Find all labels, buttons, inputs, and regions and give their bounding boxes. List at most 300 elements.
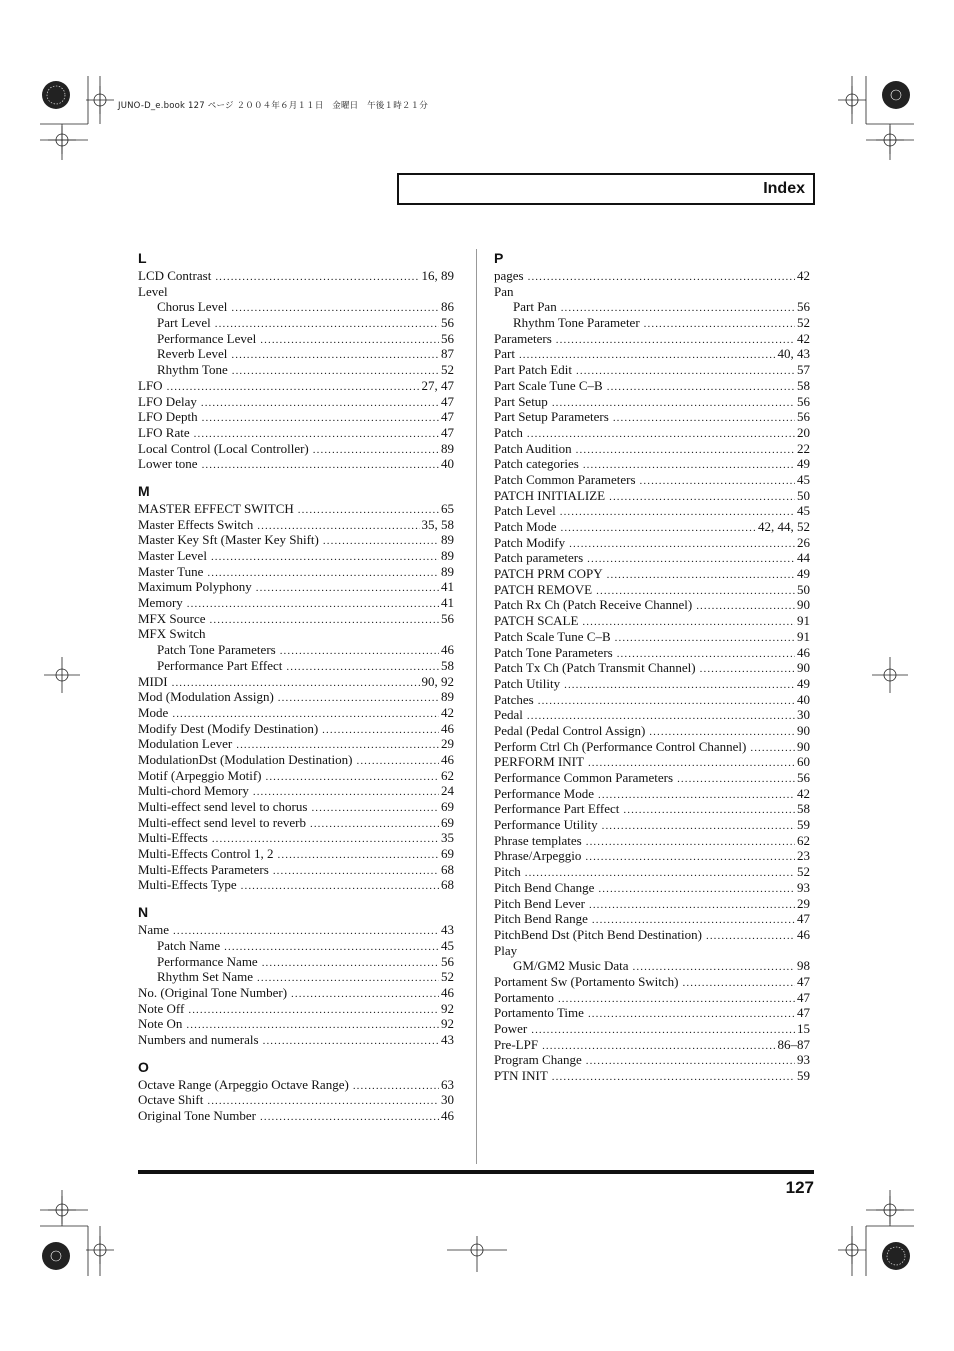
entry-term: PitchBend Dst (Pitch Bend Destination): [494, 926, 702, 942]
entry-term: Performance Name: [157, 953, 258, 969]
entry-pages: 42: [441, 704, 454, 720]
leader-dots: [298, 503, 439, 519]
index-entry: [494, 331, 810, 347]
entry-pages: 56: [441, 610, 454, 626]
entry-term: Master Key Sft (Master Key Shift): [138, 532, 319, 548]
entry-term: Patch Name: [157, 937, 221, 953]
entry-term: Portamento Time: [494, 1005, 584, 1021]
entry-term: ModulationDst (Modulation Destination): [138, 751, 353, 767]
entry-pages: 41: [441, 579, 454, 595]
entry-pages: 47: [797, 1005, 810, 1021]
entry-term: Performance Part Effect: [494, 801, 620, 817]
index-entry: [138, 736, 454, 752]
entry-pages: 98: [797, 958, 810, 974]
entry-term: Performance Common Parameters: [494, 770, 674, 785]
entry-term: Patch Tone Parameters: [157, 642, 276, 658]
entry-term: LFO: [138, 377, 163, 393]
index-entry: [138, 1108, 454, 1124]
leader-dots: [589, 898, 795, 914]
index-entry: [138, 517, 454, 533]
index-entry: [494, 409, 810, 425]
index-entry: [138, 1077, 454, 1093]
leader-dots: [231, 301, 439, 317]
entry-term: Patch Common Parameters: [494, 471, 636, 487]
index-entry: [494, 739, 810, 755]
leader-dots: [569, 537, 795, 553]
entry-term: Local Control (Local Controller): [138, 440, 309, 456]
entry-term: Level: [138, 283, 168, 299]
index-entry: [138, 1092, 454, 1108]
entry-pages: 46: [441, 720, 454, 736]
leader-dots: [602, 819, 795, 835]
entry-pages: 40: [797, 691, 810, 707]
leader-dots: [260, 333, 439, 349]
index-entry: [494, 613, 810, 629]
entry-term: Pedal (Pedal Control Assign): [494, 722, 646, 738]
footer-rule: [138, 1170, 814, 1174]
leader-dots: [609, 490, 795, 506]
entry-term: Motif (Arpeggio Motif): [138, 767, 262, 783]
index-entry: [494, 362, 810, 378]
entry-pages: 46: [441, 642, 454, 658]
entry-pages: 90: [797, 722, 810, 738]
leader-dots: [323, 534, 439, 550]
entry-pages: 86: [441, 299, 454, 315]
index-entry: [138, 862, 454, 878]
entry-term: Performance Mode: [494, 785, 594, 801]
entry-pages: 92: [441, 1000, 454, 1016]
entry-pages: 62: [797, 832, 810, 848]
entry-term: pages: [494, 268, 524, 283]
entry-pages: 89: [441, 689, 454, 705]
leader-dots: [598, 788, 795, 804]
entry-pages: 91: [797, 613, 810, 629]
leader-dots: [615, 631, 795, 647]
index-section-m: [138, 482, 454, 893]
entry-term: Performance Utility: [494, 817, 598, 833]
leader-dots: [706, 929, 795, 945]
entry-pages: 47: [797, 911, 810, 927]
entry-term: Modify Dest (Modify Destination): [138, 720, 319, 736]
entry-pages: 47: [797, 989, 810, 1005]
index-subentry: [138, 299, 454, 315]
entry-pages: 42: [797, 330, 810, 346]
entry-pages: 30: [441, 1092, 454, 1108]
entry-pages: 62: [441, 767, 454, 783]
index-entry: [138, 564, 454, 580]
index-subentry: [138, 362, 454, 378]
entry-term: Chorus Level: [157, 299, 228, 315]
leader-dots: [640, 474, 795, 490]
leader-dots: [313, 443, 439, 459]
index-entry: [138, 409, 454, 425]
index-subentry: [494, 299, 810, 315]
leader-dots: [167, 380, 420, 396]
entry-pages: 56: [441, 315, 454, 331]
entry-term: Patch categories: [494, 456, 579, 472]
entry-term: Patch Level: [494, 503, 556, 519]
entry-term: LFO Rate: [138, 424, 190, 440]
entry-term: Patches: [494, 691, 534, 707]
entry-term: Parameters: [494, 330, 552, 346]
entry-pages: 50: [797, 487, 810, 503]
index-subentry: [494, 315, 810, 331]
entry-term: Program Change: [494, 1052, 582, 1068]
index-subentry: [138, 331, 454, 347]
entry-pages: 68: [441, 861, 454, 877]
index-entry: [494, 660, 810, 676]
entry-pages: 22: [797, 440, 810, 456]
entry-pages: 57: [797, 362, 810, 378]
leader-dots: [263, 1034, 439, 1050]
entry-term: Performance Level: [157, 330, 257, 346]
entry-term: Note Off: [138, 1000, 185, 1016]
entry-term: Rhythm Tone Parameter: [513, 315, 640, 331]
index-entry: [138, 441, 454, 457]
entry-term: Name: [138, 922, 170, 938]
entry-pages: 69: [441, 846, 454, 862]
index-entry: [494, 754, 810, 770]
entry-term: Power: [494, 1021, 528, 1036]
entry-term: MASTER EFFECT SWITCH: [138, 500, 294, 516]
index-subentry: [138, 938, 454, 954]
index-entry: [494, 456, 810, 472]
index-entry: [138, 752, 454, 768]
index-entry: [138, 268, 454, 284]
entry-pages: 45: [441, 937, 454, 953]
entry-pages: 90: [797, 738, 810, 754]
entry-pages: 43: [441, 1031, 454, 1047]
entry-pages: 47: [441, 409, 454, 425]
leader-dots: [353, 1079, 439, 1095]
leader-dots: [528, 270, 795, 286]
entry-term: Master Effects Switch: [138, 516, 254, 532]
index-entry: [138, 579, 454, 595]
entry-term: Patch Rx Ch (Patch Receive Channel): [494, 597, 693, 613]
index-entry: [494, 943, 810, 959]
index-entry: [138, 922, 454, 938]
entry-pages: 40: [441, 456, 454, 472]
entry-term: PERFORM INIT: [494, 754, 584, 770]
index-entry: [494, 472, 810, 488]
column-divider: [476, 249, 477, 1164]
leader-dots: [587, 552, 795, 568]
index-entry: [494, 848, 810, 864]
leader-dots: [232, 364, 439, 380]
entry-pages: 47: [797, 973, 810, 989]
entry-pages: 90: [797, 660, 810, 676]
entry-term: Reverb Level: [157, 346, 228, 362]
index-entry: [138, 425, 454, 441]
entry-term: PTN INIT: [494, 1068, 548, 1084]
entry-pages: 56: [797, 393, 810, 409]
leader-dots: [231, 348, 439, 364]
entry-pages: 42: [797, 785, 810, 801]
leader-dots: [256, 581, 439, 597]
entry-term: Patch Utility: [494, 675, 561, 691]
entry-term: Part Scale Tune C–B: [494, 377, 603, 393]
index-entry: [494, 519, 810, 535]
entry-term: Part Setup Parameters: [494, 409, 609, 425]
entry-term: PATCH REMOVE: [494, 581, 593, 597]
entry-pages: 30: [797, 707, 810, 723]
index-entry: [494, 911, 810, 927]
entry-term: Patch Mode: [494, 519, 557, 534]
index-entry: [494, 801, 810, 817]
leader-dots: [556, 333, 795, 349]
index-entry: [138, 501, 454, 517]
entry-pages: 46: [797, 644, 810, 660]
index-entry: [138, 378, 454, 394]
index-entry: [138, 1001, 454, 1017]
entry-pages: 27, 47: [421, 377, 454, 393]
leader-dots: [538, 694, 795, 710]
leader-dots: [586, 1054, 795, 1070]
entry-pages: 58: [797, 801, 810, 817]
entry-term: Patch Modify: [494, 534, 566, 550]
leader-dots: [677, 772, 795, 788]
entry-pages: 47: [441, 424, 454, 440]
entry-term: Octave Shift: [138, 1092, 204, 1108]
entry-pages: 91: [797, 628, 810, 644]
leader-dots: [696, 599, 795, 615]
entry-term: Performance Part Effect: [157, 657, 283, 673]
index-entry: [138, 595, 454, 611]
index-entry: [138, 799, 454, 815]
entry-pages: 93: [797, 879, 810, 895]
entry-term: Part Patch Edit: [494, 362, 572, 378]
entry-pages: 44: [797, 550, 810, 566]
index-entry: [494, 927, 810, 943]
entry-term: Multi-Effects: [138, 830, 208, 846]
entry-term: PATCH SCALE: [494, 613, 579, 629]
index-entry: [494, 1068, 810, 1084]
leader-dots: [202, 458, 439, 474]
index-entry: [494, 707, 810, 723]
index-entry: [494, 550, 810, 566]
index-entry: [138, 846, 454, 862]
leader-dots: [750, 741, 795, 757]
entry-term: Master Tune: [138, 563, 204, 579]
entry-term: Patch parameters: [494, 550, 584, 566]
index-entry: [494, 645, 810, 661]
entry-pages: 49: [797, 566, 810, 582]
entry-pages: 56: [797, 770, 810, 785]
index-entry: [494, 833, 810, 849]
leader-dots: [280, 644, 439, 660]
leader-dots: [531, 1023, 795, 1039]
entry-term: Pedal: [494, 707, 523, 723]
entry-term: Pitch Bend Lever: [494, 895, 585, 911]
index-entry: [494, 378, 810, 394]
leader-dots: [607, 380, 795, 396]
leader-dots: [598, 882, 795, 898]
entry-pages: 45: [797, 503, 810, 519]
entry-pages: 59: [797, 1068, 810, 1084]
entry-pages: 35, 58: [421, 516, 454, 532]
index-subentry: [138, 346, 454, 362]
entry-pages: 89: [441, 548, 454, 563]
entry-pages: 58: [797, 377, 810, 393]
leader-dots: [613, 411, 795, 427]
entry-term: Note On: [138, 1016, 183, 1032]
entry-pages: 63: [441, 1076, 454, 1092]
index-entry: [138, 284, 454, 300]
leader-dots: [356, 754, 439, 770]
entry-term: No. (Original Tone Number): [138, 984, 288, 1000]
entry-pages: 40, 43: [777, 346, 810, 362]
index-entry: [494, 990, 810, 1006]
leader-dots: [215, 270, 419, 286]
leader-dots: [273, 864, 439, 880]
leader-dots: [265, 770, 439, 786]
entry-pages: 58: [441, 657, 454, 673]
index-entry: [494, 394, 810, 410]
entry-pages: 50: [797, 581, 810, 597]
leader-dots: [201, 396, 439, 412]
leader-dots: [586, 835, 795, 851]
entry-pages: 52: [441, 362, 454, 378]
index-subentry: [494, 958, 810, 974]
index-subentry: [138, 969, 454, 985]
entry-pages: 26: [797, 534, 810, 550]
entry-term: Pitch Bend Change: [494, 879, 595, 895]
leader-dots: [310, 817, 439, 833]
leader-dots: [560, 521, 756, 537]
entry-term: Original Tone Number: [138, 1108, 256, 1123]
page-number: 127: [785, 1178, 814, 1197]
entry-term: Master Level: [138, 548, 207, 563]
index-entry: [494, 676, 810, 692]
entry-pages: 56: [797, 299, 810, 315]
index-entry: [138, 626, 454, 642]
leader-dots: [607, 568, 795, 584]
index-subentry: [138, 658, 454, 674]
entry-pages: 89: [441, 532, 454, 548]
leader-dots: [564, 678, 795, 694]
index-entry: [138, 768, 454, 784]
index-entry: [494, 974, 810, 990]
index-entry: [494, 896, 810, 912]
index-entry: [138, 877, 454, 893]
index-title-box: [397, 173, 815, 205]
leader-dots: [582, 615, 795, 631]
entry-pages: 43: [441, 922, 454, 938]
entry-term: Memory: [138, 595, 183, 611]
entry-term: Lower tone: [138, 456, 198, 472]
index-entry: [138, 548, 454, 564]
entry-term: Mod (Modulation Assign): [138, 689, 274, 705]
entry-term: GM/GM2 Music Data: [513, 958, 629, 974]
index-entry: [494, 817, 810, 833]
leader-dots: [576, 364, 795, 380]
entry-pages: 60: [797, 754, 810, 770]
index-entry: [494, 864, 810, 880]
entry-term: Mode: [138, 704, 169, 720]
index-column-right: [494, 249, 810, 1084]
entry-term: Pan: [494, 283, 514, 299]
leader-dots: [552, 1070, 795, 1086]
entry-term: Patch Audition: [494, 440, 572, 456]
index-entry: [494, 535, 810, 551]
index-entry: [138, 830, 454, 846]
index-entry: [138, 705, 454, 721]
entry-term: Numbers and numerals: [138, 1031, 259, 1047]
index-entry: [494, 441, 810, 457]
index-entry: [138, 456, 454, 472]
entry-pages: 45: [797, 471, 810, 487]
entry-pages: 93: [797, 1052, 810, 1068]
index-entry: [138, 1016, 454, 1032]
entry-pages: 52: [441, 969, 454, 985]
entry-term: Rhythm Set Name: [157, 969, 254, 985]
entry-term: PATCH INITIALIZE: [494, 487, 606, 503]
index-entry: [138, 394, 454, 410]
entry-pages: 24: [441, 783, 454, 799]
entry-term: LCD Contrast: [138, 268, 212, 283]
leader-dots: [291, 987, 439, 1003]
entry-term: Multi-Effects Control 1, 2: [138, 846, 274, 862]
index-subentry: [138, 642, 454, 658]
entry-pages: 89: [441, 440, 454, 456]
index-entry: [494, 284, 810, 300]
entry-pages: 20: [797, 424, 810, 440]
index-entry: [494, 597, 810, 613]
index-entry: [138, 689, 454, 705]
index-section-o: [138, 1058, 454, 1124]
index-entry: [494, 1005, 810, 1021]
entry-term: Multi-Effects Type: [138, 877, 237, 893]
print-meta-line: JUNO-D_e.book 127 ページ ２００４年６月１１日 金曜日 午後１時２１分: [118, 101, 428, 111]
entry-term: Phrase templates: [494, 832, 582, 848]
entry-term: Multi-effect send level to chorus: [138, 799, 308, 814]
index-entry: [138, 611, 454, 627]
entry-term: MIDI: [138, 673, 168, 689]
entry-pages: 29: [797, 895, 810, 911]
entry-term: Pitch: [494, 864, 521, 880]
index-entry: [138, 985, 454, 1001]
entry-term: Multi-chord Memory: [138, 783, 249, 799]
entry-term: Part Pan: [513, 299, 557, 315]
entry-term: LFO Depth: [138, 409, 198, 425]
index-entry: [494, 346, 810, 362]
entry-term: Perform Ctrl Ch (Performance Control Channel): [494, 738, 747, 754]
entry-pages: 46: [797, 926, 810, 942]
entry-pages: 59: [797, 817, 810, 833]
entry-pages: 89: [441, 563, 454, 579]
entry-term: Pre-LPF: [494, 1036, 539, 1052]
index-entry: [494, 1021, 810, 1037]
entry-term: PATCH PRM COPY: [494, 566, 603, 582]
index-entry: [494, 1037, 810, 1053]
index-entry: [138, 532, 454, 548]
leader-dots: [187, 597, 439, 613]
entry-pages: 42: [797, 268, 810, 283]
entry-pages: 15: [797, 1021, 810, 1036]
leader-dots: [211, 550, 439, 566]
entry-term: Part: [494, 346, 515, 362]
entry-pages: 23: [797, 848, 810, 864]
entry-term: MFX Switch: [138, 626, 206, 642]
index-entry: [138, 1032, 454, 1048]
entry-pages: 56: [797, 409, 810, 425]
entry-pages: 16, 89: [421, 268, 454, 283]
entry-term: Play: [494, 942, 518, 958]
entry-pages: 49: [797, 675, 810, 691]
entry-term: Part Level: [157, 315, 211, 331]
section-letter: M: [138, 482, 150, 499]
section-letter: O: [138, 1058, 149, 1075]
